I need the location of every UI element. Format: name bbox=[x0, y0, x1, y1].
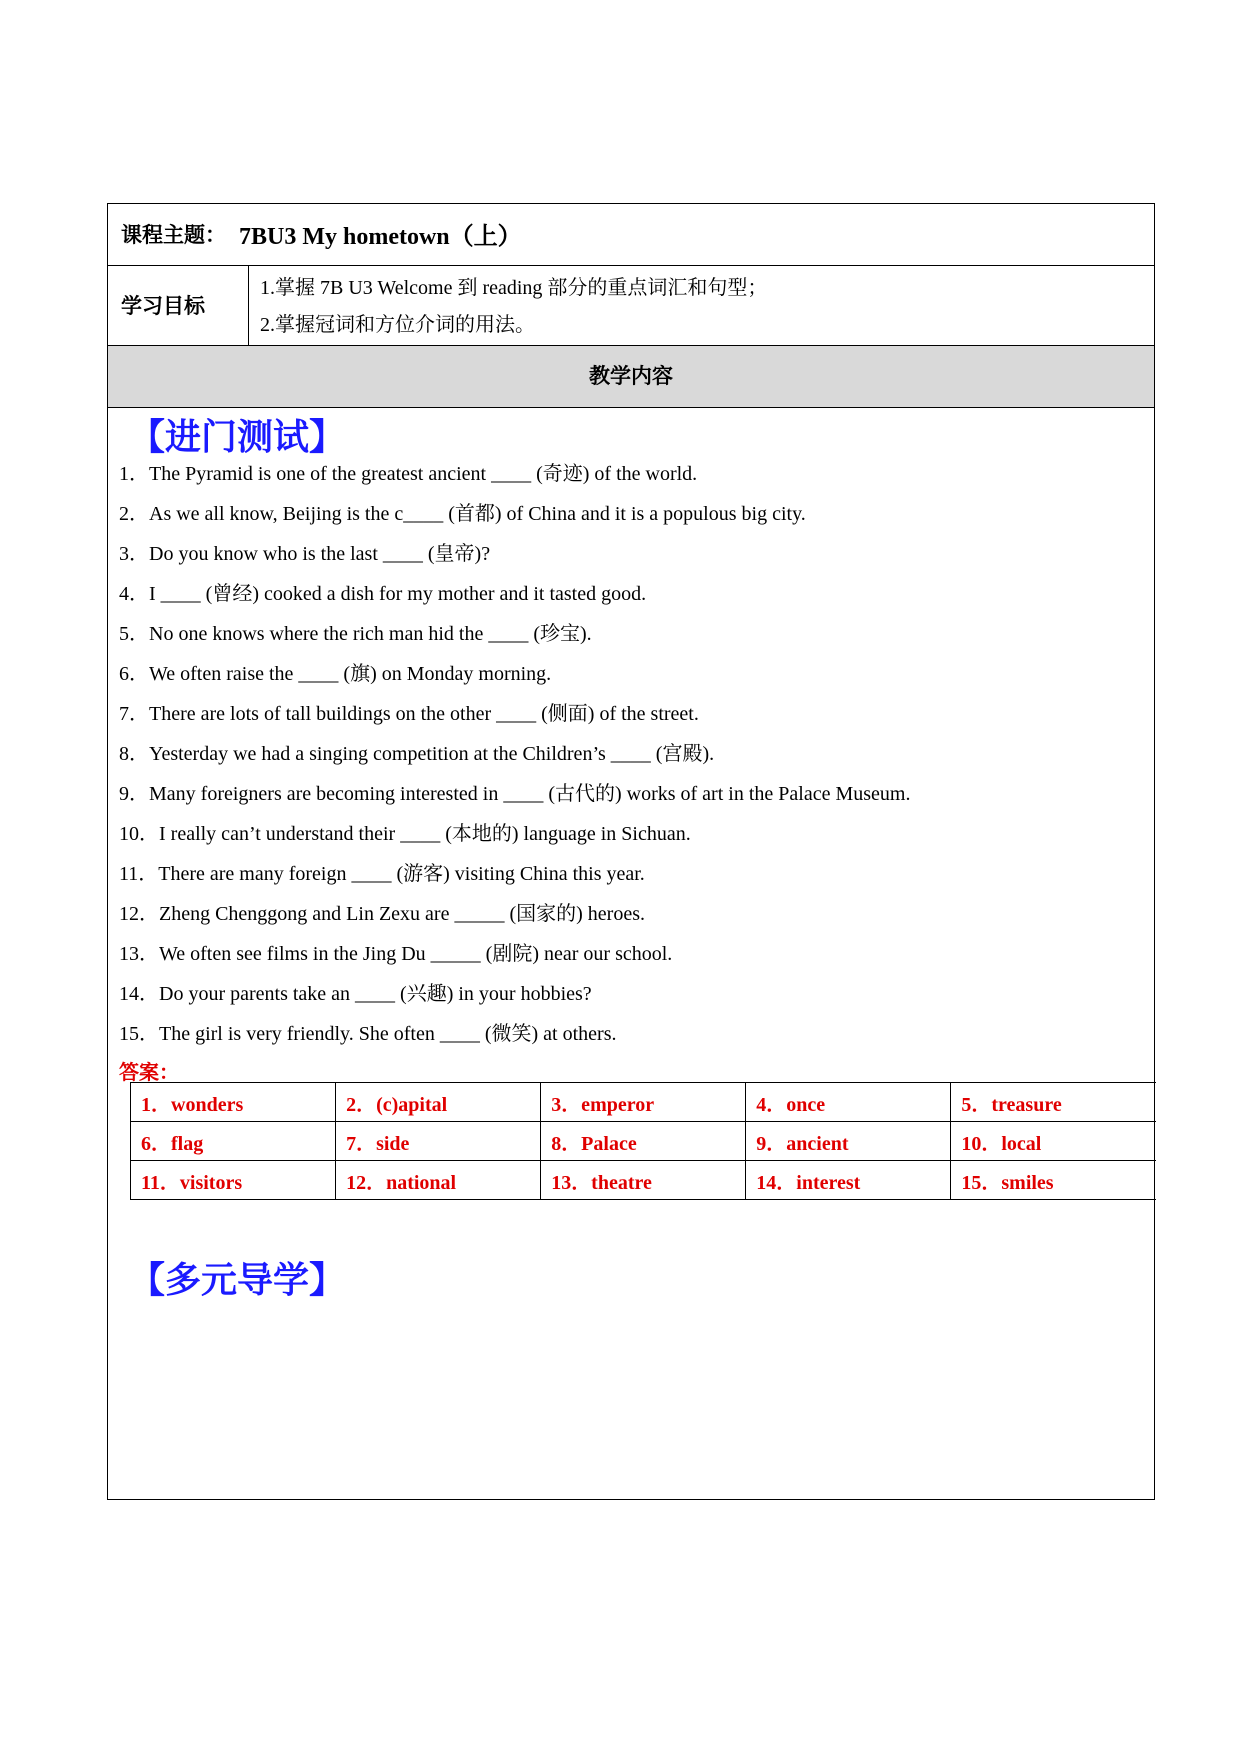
question-item: 5．No one knows where the rich man hid the ____ (珍宝). bbox=[119, 623, 592, 645]
answer-cell: 6．flag bbox=[131, 1122, 336, 1161]
question-item: 11．There are many foreign ____ (游客) visiting China this year. bbox=[119, 863, 645, 885]
question-item: 9．Many foreigners are becoming interested in ____ (古代的) works of art in the Palace Museum. bbox=[119, 783, 911, 805]
question-item: 2．As we all know, Beijing is the c____ (首都) of China and it is a populous big city. bbox=[119, 503, 806, 525]
answer-row bbox=[131, 1083, 1157, 1122]
entry-test-heading: 【进门测试】 bbox=[129, 417, 346, 458]
topic-row bbox=[108, 204, 1154, 266]
goal-item: 2.掌握冠词和方位介词的用法。 bbox=[260, 314, 535, 336]
answer-cell: 1．wonders bbox=[131, 1083, 336, 1122]
question-item: 14．Do your parents take an ____ (兴趣) in your hobbies? bbox=[119, 983, 592, 1005]
answer-table bbox=[130, 1082, 1156, 1200]
topic-label: 课程主题： bbox=[121, 223, 226, 247]
goals-label: 学习目标 bbox=[121, 294, 205, 318]
answer-cell: 14．interest bbox=[746, 1161, 951, 1200]
lesson-frame bbox=[107, 203, 1155, 1500]
answer-cell: 12．national bbox=[336, 1161, 541, 1200]
question-item: 8．Yesterday we had a singing competition at the Children’s ____ (宫殿). bbox=[119, 743, 715, 765]
question-list bbox=[119, 454, 910, 1054]
question-item: 10．I really can’t understand their ____ (本地的) language in Sichuan. bbox=[119, 823, 691, 845]
question-item: 3．Do you know who is the last ____ (皇帝)? bbox=[119, 543, 491, 565]
answer-cell: 8．Palace bbox=[541, 1122, 746, 1161]
answer-cell: 10．local bbox=[951, 1122, 1156, 1161]
answer-cell: 15．smiles bbox=[951, 1161, 1156, 1200]
answer-cell: 7．side bbox=[336, 1122, 541, 1161]
content-heading-row bbox=[108, 346, 1154, 408]
question-item: 13．We often see films in the Jing Du _____ (剧院) near our school. bbox=[119, 943, 673, 965]
answer-cell: 2．(c)apital bbox=[336, 1083, 541, 1122]
topic-value: 7BU3 My hometown（上） bbox=[239, 224, 522, 250]
answer-cell: 9．ancient bbox=[746, 1122, 951, 1161]
answer-row bbox=[131, 1161, 1157, 1200]
answer-cell: 3．emperor bbox=[541, 1083, 746, 1122]
question-item: 7．There are lots of tall buildings on the other ____ (侧面) of the street. bbox=[119, 703, 699, 725]
question-item: 4．I ____ (曾经) cooked a dish for my mother and it tasted good. bbox=[119, 583, 647, 605]
question-item: 12．Zheng Chenggong and Lin Zexu are _____ (国家的) heroes. bbox=[119, 903, 645, 925]
question-item: 15．The girl is very friendly. She often ____ (微笑) at others. bbox=[119, 1023, 617, 1045]
answer-cell: 11．visitors bbox=[131, 1161, 336, 1200]
goals-label-cell bbox=[108, 266, 249, 345]
answer-cell: 4．once bbox=[746, 1083, 951, 1122]
guided-learning-heading: 【多元导学】 bbox=[129, 1260, 346, 1301]
content-heading: 教学内容 bbox=[589, 364, 673, 388]
answer-row bbox=[131, 1122, 1157, 1161]
question-item: 6．We often raise the ____ (旗) on Monday morning. bbox=[119, 663, 552, 685]
question-item: 1．The Pyramid is one of the greatest ancient ____ (奇迹) of the world. bbox=[119, 463, 698, 485]
goals-row bbox=[108, 266, 1154, 346]
answer-cell: 13．theatre bbox=[541, 1161, 746, 1200]
goal-item: 1.掌握 7B U3 Welcome 到 reading 部分的重点词汇和句型； bbox=[260, 277, 768, 299]
answer-cell: 5．treasure bbox=[951, 1083, 1156, 1122]
answer-label: 答案： bbox=[119, 1060, 179, 1084]
